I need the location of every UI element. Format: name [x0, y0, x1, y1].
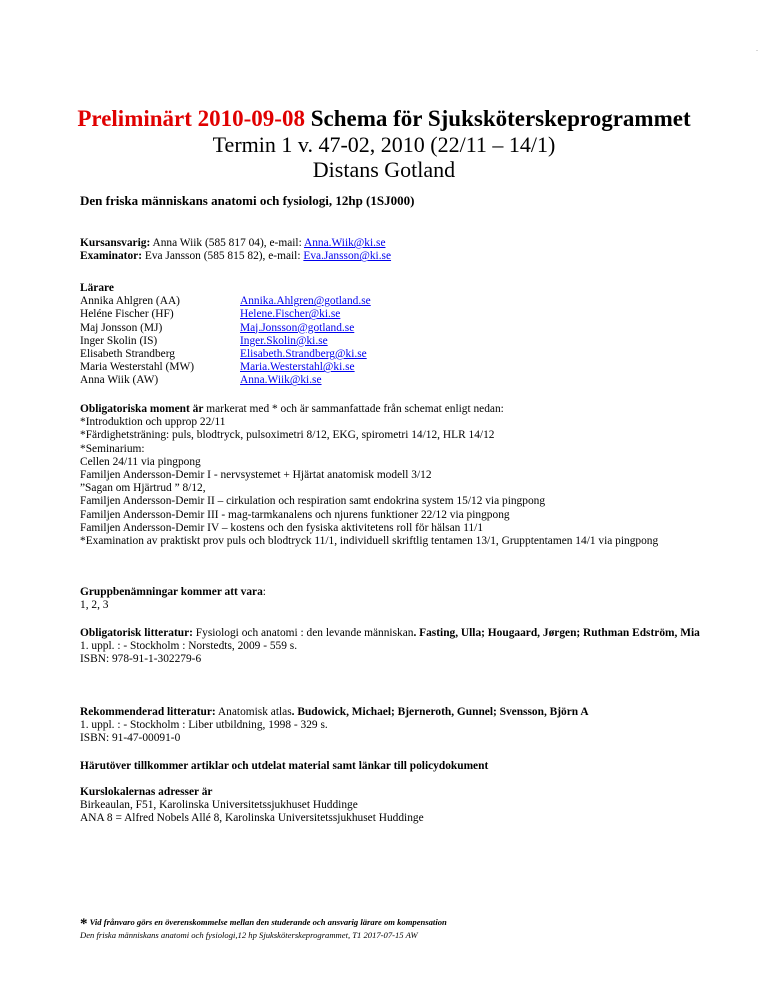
address-line: ANA 8 = Alfred Nobels Allé 8, Karolinska Universitetssjukhuset Huddinge	[80, 812, 424, 825]
teacher-name: Inger Skolin (IS)	[80, 334, 158, 347]
title-block	[0, 106, 768, 182]
obligatory-line: Familjen Andersson-Demir IV – kostens och den fysiska aktivitetens roll för hälsan 11/1	[80, 521, 484, 534]
teacher-name: Heléne Fischer (HF)	[80, 308, 174, 321]
obligatory-line: Familjen Andersson-Demir III - mag-tarmkanalens och njurens funktioner 22/12 via pingpong	[80, 508, 510, 521]
examiner-text: Eva Jansson (585 815 82), e-mail:	[142, 250, 304, 263]
teacher-email-link[interactable]: Anna.Wiik@ki.se	[240, 374, 322, 387]
literature-label: Obligatorisk litteratur:	[80, 627, 193, 639]
responsible-email-link[interactable]: Anna.Wiik@ki.se	[303, 237, 386, 249]
obligatory-line: Familjen Andersson-Demir I - nervsystemet + Hjärtat anatomisk modell 3/12	[80, 469, 432, 482]
recommended-section	[80, 706, 740, 746]
teacher-row	[80, 295, 371, 308]
teacher-email-link[interactable]: Helene.Fischer@ki.se	[240, 308, 341, 321]
recommended-edition: 1. uppl. : - Stockholm : Liber utbildning, 1998 - 329 s.	[80, 719, 328, 732]
teacher-row	[80, 308, 371, 321]
teacher-row	[80, 335, 371, 348]
additional-material: Härutöver tillkommer artiklar och utdelat material samt länkar till policydokument	[80, 760, 489, 772]
obligatory-line: *Färdighetsträning: puls, blodtryck, pulsoximetri 8/12, EKG, spirometri 14/12, HLR 14/12	[80, 429, 495, 442]
literature-title: Fysiologi och anatomi : den levande människan	[192, 627, 414, 639]
location-line: Distans Gotland	[312, 157, 456, 182]
teacher-name: Maria Westerstahl (MW)	[80, 361, 195, 374]
obligatory-intro-text: markerat med * och är sammanfattade från schemat enligt nedan:	[203, 403, 504, 415]
teacher-name: Maj Jonsson (MJ)	[80, 321, 163, 334]
obligatory-line: *Examination av praktiskt prov puls och blodtryck 11/1, individuell skriftlig tentamen 13/1, Grupptentamen 14/1 via pingpong	[80, 535, 659, 548]
groups-colon: :	[262, 586, 266, 598]
teacher-email-link[interactable]: Maj.Jonsson@gotland.se	[240, 321, 355, 334]
literature-reference	[80, 627, 740, 640]
footnote-star: *	[80, 916, 88, 932]
examiner-label: Examinator:	[80, 250, 143, 263]
groups-value: 1, 2, 3	[80, 599, 109, 612]
teacher-name: Annika Ahlgren (AA)	[80, 295, 180, 308]
literature-section	[80, 627, 740, 667]
teacher-name: Anna Wiik (AW)	[80, 374, 159, 387]
obligatory-label: Obligatoriska moment är	[80, 403, 204, 415]
literature-authors: . Fasting, Ulla; Hougaard, Jørgen; Ruthman Edström, Mia	[413, 627, 700, 639]
examiner-line	[80, 250, 391, 263]
page-title	[0, 106, 768, 132]
groups-section	[80, 586, 266, 612]
recommended-isbn: ISBN: 91-47-00091-0	[80, 732, 181, 745]
corner-mark: .	[756, 44, 758, 53]
responsible-line	[80, 237, 391, 250]
teacher-row	[80, 361, 371, 374]
teacher-email-link[interactable]: Inger.Skolin@ki.se	[240, 334, 328, 347]
recommended-reference	[80, 706, 740, 719]
addresses-heading: Kurslokalernas adresser är	[80, 786, 213, 798]
obligatory-line: *Seminarium:	[80, 442, 145, 455]
teachers-section	[80, 282, 371, 388]
obligatory-line: Familjen Andersson-Demir II – cirkulation och respiration samt endokrina system 15/12 via pingpong	[80, 495, 546, 508]
recommended-authors: . Budowick, Michael; Bjerneroth, Gunnel; Svensson, Björn A	[291, 706, 589, 718]
course-title: Den friska människans anatomi och fysiologi, 12hp (1SJ000)	[80, 193, 415, 208]
page-footer	[80, 917, 760, 941]
obligatory-line: Cellen 24/11 via pingpong	[80, 455, 201, 468]
teachers-heading: Lärare	[80, 282, 114, 294]
teacher-list	[80, 295, 371, 387]
footnote	[80, 917, 760, 930]
teacher-row	[80, 322, 371, 335]
teacher-row	[80, 348, 371, 361]
address-line: Birkeaulan, F51, Karolinska Universitetssjukhuset Huddinge	[80, 799, 358, 812]
obligatory-intro	[80, 403, 760, 416]
teacher-name: Elisabeth Strandberg	[80, 347, 176, 360]
examiner-email-link[interactable]: Eva.Jansson@ki.se	[303, 250, 392, 263]
contacts	[80, 237, 391, 263]
recommended-title: Anatomisk atlas	[215, 706, 292, 718]
teacher-row	[80, 374, 371, 387]
responsible-text: Anna Wiik (585 817 04), e-mail:	[150, 237, 304, 249]
preliminary-date: Preliminärt 2010-09-08	[77, 106, 305, 131]
footnote-text: Vid frånvaro görs en överenskommelse mellan den studerande och ansvarig lärare om kompensation	[87, 917, 447, 927]
recommended-label: Rekommenderad litteratur:	[80, 706, 216, 718]
teacher-email-link[interactable]: Elisabeth.Strandberg@ki.se	[240, 347, 367, 360]
groups-label: Gruppbenämningar kommer att vara	[80, 586, 263, 598]
groups-heading	[80, 586, 266, 599]
responsible-label: Kursansvarig:	[80, 237, 151, 249]
footer-line: Den friska människans anatomi och fysiologi,12 hp Sjuksköterskeprogrammet, T1 2017-07-15 AW	[80, 930, 418, 940]
teacher-email-link[interactable]: Annika.Ahlgren@gotland.se	[240, 295, 371, 308]
literature-isbn: ISBN: 978-91-1-302279-6	[80, 653, 202, 666]
schedule-title: Schema för Sjuksköterskeprogrammet	[304, 106, 691, 131]
obligatory-line: *Introduktion och upprop 22/11	[80, 416, 226, 429]
addresses-section	[80, 786, 424, 826]
obligatory-line: ”Sagan om Hjärtrud ” 8/12,	[80, 482, 206, 495]
term-line: Termin 1 v. 47-02, 2010 (22/11 – 14/1)	[212, 132, 556, 157]
teacher-email-link[interactable]: Maria.Westerstahl@ki.se	[240, 361, 355, 374]
literature-edition: 1. uppl. : - Stockholm : Norstedts, 2009 - 559 s.	[80, 640, 298, 653]
obligatory-section	[80, 403, 760, 548]
